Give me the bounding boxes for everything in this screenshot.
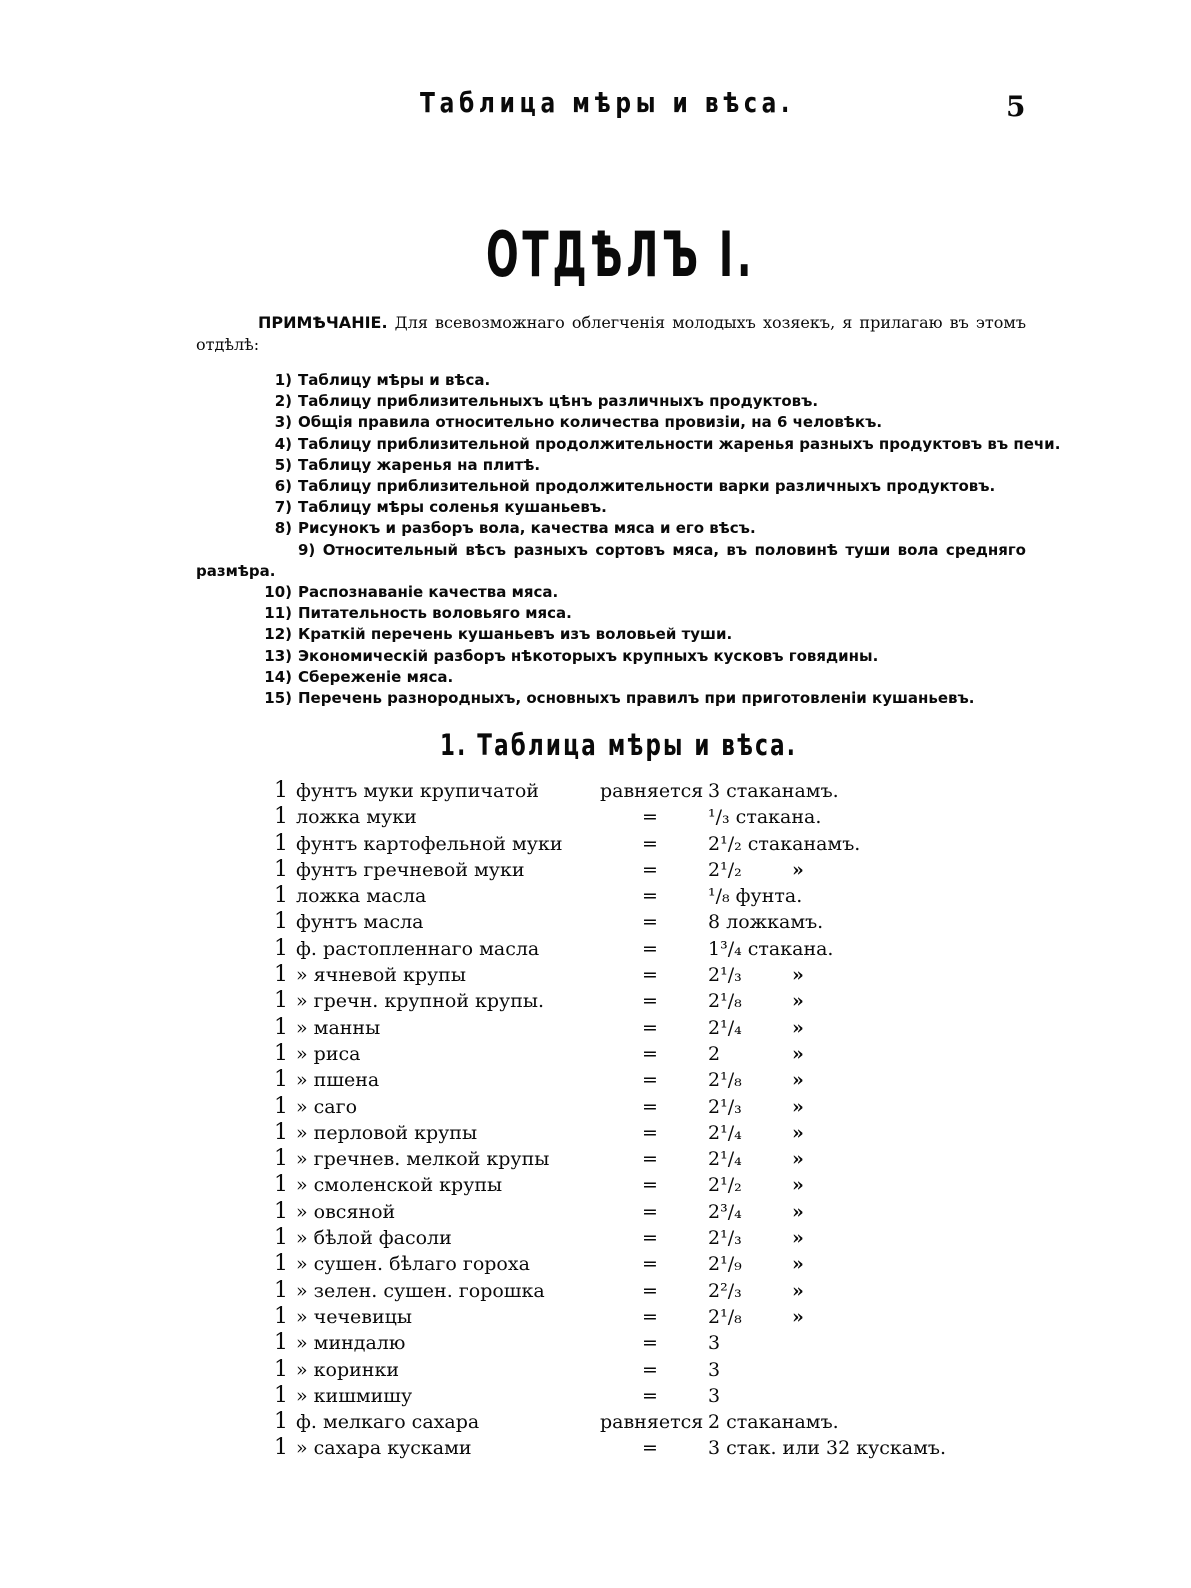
list-item-number: 15) [264,689,292,708]
value-cell: 3 [708,1332,721,1355]
ditto-mark: » [792,1253,804,1276]
item-cell [296,1067,601,1093]
ditto-mark: » [792,1200,804,1223]
item-name: фунтъ гречневой муки [296,859,529,881]
quantity-cell: 1 [274,1330,288,1356]
relation-cell: = [642,1148,658,1171]
item-name: » бѣлой фасоли [296,1227,456,1249]
item-name: » коринки [296,1359,403,1381]
item-name: » миндалю [296,1332,409,1354]
table-row [270,936,1030,962]
list-item [196,518,1026,539]
table-row [270,1120,1030,1146]
item-name: фунтъ масла [296,911,428,933]
list-item-number: 12) [264,625,292,644]
ditto-mark: » [792,858,804,881]
item-name: » саго [296,1096,361,1118]
item-name: » чечевицы [296,1306,416,1328]
list-item-text: Питательность воловьяго мяса. [298,604,572,623]
item-cell [296,1383,601,1409]
table-row [270,1172,1030,1198]
value-cell: 3 [708,1358,721,1381]
relation-cell: = [642,1095,658,1118]
relation-cell: = [642,911,658,934]
list-item-text: Экономическій разборъ нѣкоторыхъ крупныхъ кусковъ говядины. [298,646,879,665]
ditto-mark: » [792,964,804,987]
relation-cell: равняется [600,780,704,802]
note-label: ПРИМѢЧАНІЕ. [258,313,388,332]
table-row [270,1409,1030,1435]
table-row [270,1199,1030,1225]
item-name: ф. мелкаго сахара [296,1411,483,1433]
relation-cell: = [642,964,658,987]
list-item-text: Таблицу приблизительной продолжительности жаренья разныхъ продуктовъ въ печи. [298,434,1061,453]
table-row [270,1278,1030,1304]
table-row [270,857,1030,883]
list-item [196,434,1061,455]
relation-cell: = [642,806,658,829]
relation-cell: = [642,1279,658,1302]
relation-cell: = [642,1227,658,1250]
value-cell: 2¹/₈ [708,1305,742,1328]
relation-cell: = [642,1253,658,1276]
value-cell: 3 [708,1384,721,1407]
ditto-mark: » [792,1148,804,1171]
value-cell: 1³/₄ стакана. [708,937,834,960]
list-item [196,412,1026,433]
item-cell [296,1146,601,1172]
list-item [196,582,1026,603]
table-row [270,1094,1030,1120]
quantity-cell: 1 [274,988,288,1014]
quantity-cell: 1 [274,883,288,909]
table-row [270,1015,1030,1041]
list-item-number: 3) [274,413,292,432]
quantity-cell: 1 [274,1146,288,1172]
value-cell: 2¹/₃ [708,1095,742,1118]
quantity-cell: 1 [274,1356,288,1382]
relation-cell: = [642,1358,658,1381]
table-row [270,1304,1030,1330]
ditto-mark: » [792,1227,804,1250]
item-cell [296,831,601,857]
item-cell [296,1330,601,1356]
relation-cell: = [642,1305,658,1328]
list-item-number: 11) [264,604,292,623]
quantity-cell: 1 [274,1040,288,1066]
value-cell: 2¹/₃ [708,1227,742,1250]
table-row [270,1435,1030,1461]
page-number: 5 [1006,90,1026,123]
item-name: фунтъ картофельной муки [296,833,567,855]
list-item [196,688,1026,709]
list-item-number: 9) [298,540,316,559]
item-name: » сахара кусками [296,1437,476,1459]
list-item-text: Таблицу приблизительной продолжительности варки различныхъ продуктовъ. [298,477,996,496]
item-name: ф. растопленнаго масла [296,938,543,960]
item-cell [296,1015,601,1041]
item-cell [296,962,601,988]
item-cell [296,909,601,935]
item-name: ложка муки [296,806,421,828]
list-item-number: 5) [274,455,292,474]
table-row [270,1225,1030,1251]
ditto-mark: » [792,1069,804,1092]
item-cell [296,1304,601,1330]
ditto-mark: » [792,1121,804,1144]
item-name: » гречн. крупной крупы. [296,990,548,1012]
item-name: » кишмишу [296,1385,416,1407]
value-cell: ¹/₈ фунта. [708,885,803,908]
table-row [270,1146,1030,1172]
value-cell: 2¹/₂ [708,1174,742,1197]
contents-list [196,370,1061,709]
list-item-number: 7) [274,498,292,517]
list-item-text: Таблицу приблизительныхъ цѣнъ различныхъ продуктовъ. [298,392,819,411]
table-row [270,804,1030,830]
item-cell [296,1278,601,1304]
ditto-mark: » [792,1042,804,1065]
value-cell: 2¹/₂ стаканамъ. [708,832,861,855]
list-item-number: 1) [274,371,292,389]
table-heading: 1. Таблица мѣры и вѣса. [440,728,798,762]
list-item-text: Краткій перечень кушаньевъ изъ воловьей туши. [298,625,733,644]
table-row [270,1041,1030,1067]
note-paragraph [196,312,1026,356]
quantity-cell: 1 [274,1172,288,1198]
list-item-number: 10) [264,583,292,602]
item-name: ложка масла [296,885,430,907]
item-name: фунтъ муки крупичатой [296,780,543,802]
item-cell [296,883,601,909]
item-cell [296,1251,601,1277]
table-row [270,1330,1030,1356]
list-item [196,540,1026,582]
value-cell: 2¹/₂ [708,858,742,881]
value-cell: 2¹/₄ [708,1121,742,1144]
item-cell [296,1172,601,1198]
ditto-mark: » [792,990,804,1013]
list-item [196,646,1026,667]
relation-cell: = [642,1174,658,1197]
quantity-cell: 1 [274,830,288,856]
item-cell [296,1041,601,1067]
item-cell [296,988,601,1014]
section-title: ОТДѢЛЪ I. [486,218,756,291]
quantity-cell: 1 [274,1119,288,1145]
item-name: » манны [296,1017,384,1039]
ditto-mark: » [792,1016,804,1039]
ditto-mark: » [792,1095,804,1118]
value-cell: 2¹/₄ [708,1148,742,1171]
relation-cell: = [642,1042,658,1065]
value-cell: ¹/₃ стакана. [708,806,822,829]
ditto-mark: » [792,1305,804,1328]
list-item-text: Рисунокъ и разборъ вола, качества мяса и его вѣсъ. [298,519,756,538]
list-item-text: Таблицу мѣры соленья кушаньевъ. [298,498,607,517]
item-cell [296,1120,601,1146]
item-name: » гречнев. мелкой крупы [296,1148,553,1170]
value-cell: 2 стаканамъ. [708,1411,839,1434]
list-item-text: Распознаваніе качества мяса. [298,583,559,602]
item-cell [296,1435,601,1461]
relation-cell: равняется [600,1411,704,1434]
relation-cell: = [642,885,658,908]
list-item-text: Общія правила относительно количества провизіи, на 6 человѣкъ. [298,413,883,432]
value-cell: 2²/₃ [708,1279,742,1302]
list-item-text: Таблицу жаренья на плитѣ. [298,455,541,474]
list-item-number: 6) [274,477,292,496]
quantity-cell: 1 [274,1067,288,1093]
item-cell [296,1094,601,1120]
value-cell: 2¹/₄ [708,1016,742,1039]
relation-cell: = [642,832,658,855]
quantity-cell: 1 [274,935,288,961]
value-cell: 2¹/₈ [708,1069,742,1092]
quantity-cell: 1 [274,1225,288,1251]
quantity-cell: 1 [274,1303,288,1329]
quantity-cell: 1 [274,1198,288,1224]
quantity-cell: 1 [274,1409,288,1435]
list-item [196,497,1026,518]
quantity-cell: 1 [274,1014,288,1040]
list-item-number: 8) [274,519,292,538]
table-row [270,883,1030,909]
item-name: » овсяной [296,1201,399,1223]
item-name: » риса [296,1043,364,1065]
list-item-text: Относительный вѣсъ разныхъ сортовъ мяса, въ половинѣ туши вола средняго размѣра. [196,540,1026,580]
value-cell: 3 стак. или 32 кускамъ. [708,1437,947,1460]
list-item-number: 14) [264,667,292,686]
item-cell [296,936,601,962]
quantity-cell: 1 [274,962,288,988]
list-item-text: Сбереженіе мяса. [298,667,454,686]
item-cell [296,857,601,883]
table-row [270,1067,1030,1093]
relation-cell: = [642,937,658,960]
quantity-cell: 1 [274,778,288,803]
item-cell [296,804,601,830]
item-cell [296,778,601,804]
quantity-cell: 1 [274,1382,288,1408]
value-cell: 2³/₄ [708,1200,742,1223]
quantity-cell: 1 [274,804,288,830]
relation-cell: = [642,1332,658,1355]
item-cell [296,1225,601,1251]
relation-cell: = [642,990,658,1013]
item-cell [296,1357,601,1383]
value-cell: 8 ложкамъ. [708,911,824,934]
item-name: » перловой крупы [296,1122,481,1144]
item-cell [296,1409,601,1435]
list-item [196,455,1026,476]
measure-weight-table [270,778,1030,1462]
table-row [270,831,1030,857]
quantity-cell: 1 [274,1277,288,1303]
item-name: » пшена [296,1069,383,1091]
relation-cell: = [642,1016,658,1039]
list-item [196,624,1026,645]
item-name: » зелен. сушен. горошка [296,1280,549,1302]
quantity-cell: 1 [274,1435,288,1461]
relation-cell: = [642,1069,658,1092]
item-name: » сушен. бѣлаго гороха [296,1253,534,1275]
table-row [270,988,1030,1014]
quantity-cell: 1 [274,1251,288,1277]
list-item-text: Перечень разнородныхъ, основныхъ правилъ при приготовленіи кушаньевъ. [298,689,975,708]
running-title: Таблица мѣры и вѣса. [420,86,795,119]
table-row [270,962,1030,988]
list-item [196,667,1026,688]
note-text: Для всевозможнаго облегченія молодыхъ хозяекъ, я прилагаю въ этомъ отдѣлѣ: [196,313,1026,354]
value-cell: 2¹/₈ [708,990,742,1013]
list-item-text: Таблицу мѣры и вѣса. [298,371,491,389]
table-row [270,1251,1030,1277]
list-item-number: 13) [264,646,292,665]
relation-cell: = [642,858,658,881]
list-item [196,391,1026,412]
value-cell: 3 стаканамъ. [708,780,839,802]
list-item-number: 4) [274,434,292,453]
table-row [270,1383,1030,1409]
list-item [196,370,1026,391]
table-row [270,778,1030,804]
list-item [196,603,1026,624]
value-cell: 2¹/₉ [708,1253,742,1276]
value-cell: 2¹/₃ [708,964,742,987]
item-cell [296,1199,601,1225]
ditto-mark: » [792,1279,804,1302]
item-name: » смоленской крупы [296,1174,506,1196]
table-row [270,909,1030,935]
list-item-number: 2) [274,392,292,411]
quantity-cell: 1 [274,856,288,882]
relation-cell: = [642,1200,658,1223]
ditto-mark: » [792,1174,804,1197]
relation-cell: = [642,1384,658,1407]
value-cell: 2 [708,1042,721,1065]
table-row [270,1357,1030,1383]
quantity-cell: 1 [274,909,288,935]
item-name: » ячневой крупы [296,964,470,986]
list-item [196,476,1026,497]
quantity-cell: 1 [274,1093,288,1119]
relation-cell: = [642,1437,658,1460]
relation-cell: = [642,1121,658,1144]
